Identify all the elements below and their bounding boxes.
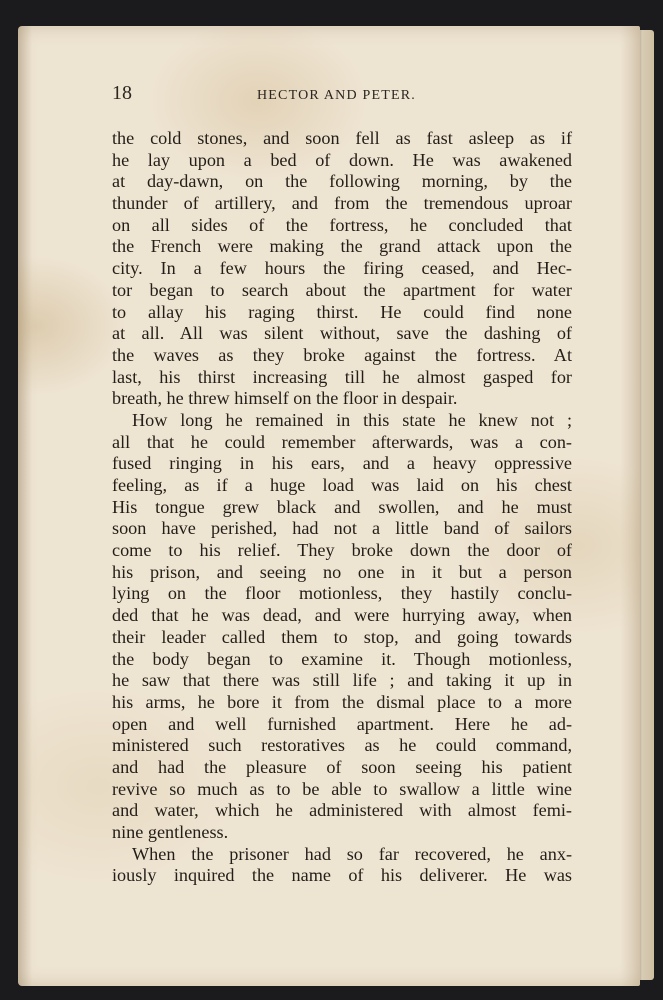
text-line: to allay his raging thirst. He could find none xyxy=(112,301,572,322)
text-line: and water, which he administered with almost femi- xyxy=(112,800,572,821)
text-line: he saw that there was still life ; and taking it up in xyxy=(112,670,572,691)
text-line: ded that he was dead, and were hurrying away, when xyxy=(112,605,572,626)
text-line: the French were making the grand attack upon the xyxy=(112,236,572,257)
running-title: HECTOR AND PETER. xyxy=(257,88,416,103)
text-line: iously inquired the name of his deliverer. He was xyxy=(112,865,572,886)
text-line: last, his thirst increasing till he almost gasped for xyxy=(112,366,572,387)
text-line: open and well furnished apartment. Here he ad- xyxy=(112,713,572,734)
paragraph xyxy=(112,128,572,410)
paragraph xyxy=(112,844,572,887)
text-line: his prison, and seeing no one in it but a person xyxy=(112,561,572,582)
body-text xyxy=(112,128,572,887)
text-line: their leader called them to stop, and going towards xyxy=(112,626,572,647)
text-line: come to his relief. They broke down the door of xyxy=(112,540,572,561)
text-line: at day-dawn, on the following morning, by the xyxy=(112,171,572,192)
text-line: breath, he threw himself on the floor in despair. xyxy=(112,388,458,409)
text-line: revive so much as to be able to swallow a little wine xyxy=(112,778,572,799)
text-line: at all. All was silent without, save the dashing of xyxy=(112,323,572,344)
text-line: fused ringing in his ears, and a heavy oppressive xyxy=(112,453,572,474)
text-line: lying on the floor motionless, they hastily conclu- xyxy=(112,583,572,604)
text-line: His tongue grew black and swollen, and he must xyxy=(112,496,572,517)
paragraph xyxy=(112,410,572,844)
text-line: his arms, he bore it from the dismal place to a more xyxy=(112,691,572,712)
text-line: all that he could remember afterwards, was a con- xyxy=(112,431,572,452)
text-line: on all sides of the fortress, he concluded that xyxy=(112,214,572,235)
text-line: When the prisoner had so far recovered, he anx- xyxy=(132,843,572,864)
text-line: the cold stones, and soon fell as fast asleep as if xyxy=(112,128,572,148)
text-line: ministered such restoratives as he could command, xyxy=(112,735,572,756)
text-line: the waves as they broke against the fortress. At xyxy=(112,344,572,365)
text-line: tor began to search about the apartment for water xyxy=(112,279,572,300)
text-line: nine gentleness. xyxy=(112,822,229,842)
text-line: feeling, as if a huge load was laid on his chest xyxy=(112,475,572,495)
text-line: city. In a few hours the firing ceased, and Hec- xyxy=(112,258,572,279)
text-line: How long he remained in this state he knew not ; xyxy=(132,409,572,430)
page-number: 18 xyxy=(112,82,132,104)
text-line: thunder of artillery, and from the tremendous uproar xyxy=(112,193,572,214)
text-line: the body began to examine it. Though motionless, xyxy=(112,648,572,669)
text-line: soon have perished, had not a little band of sailors xyxy=(112,518,572,539)
text-line: and had the pleasure of soon seeing his patient xyxy=(112,756,572,777)
text-line: he lay upon a bed of down. He was awakened xyxy=(112,149,572,170)
page-header xyxy=(112,82,582,112)
